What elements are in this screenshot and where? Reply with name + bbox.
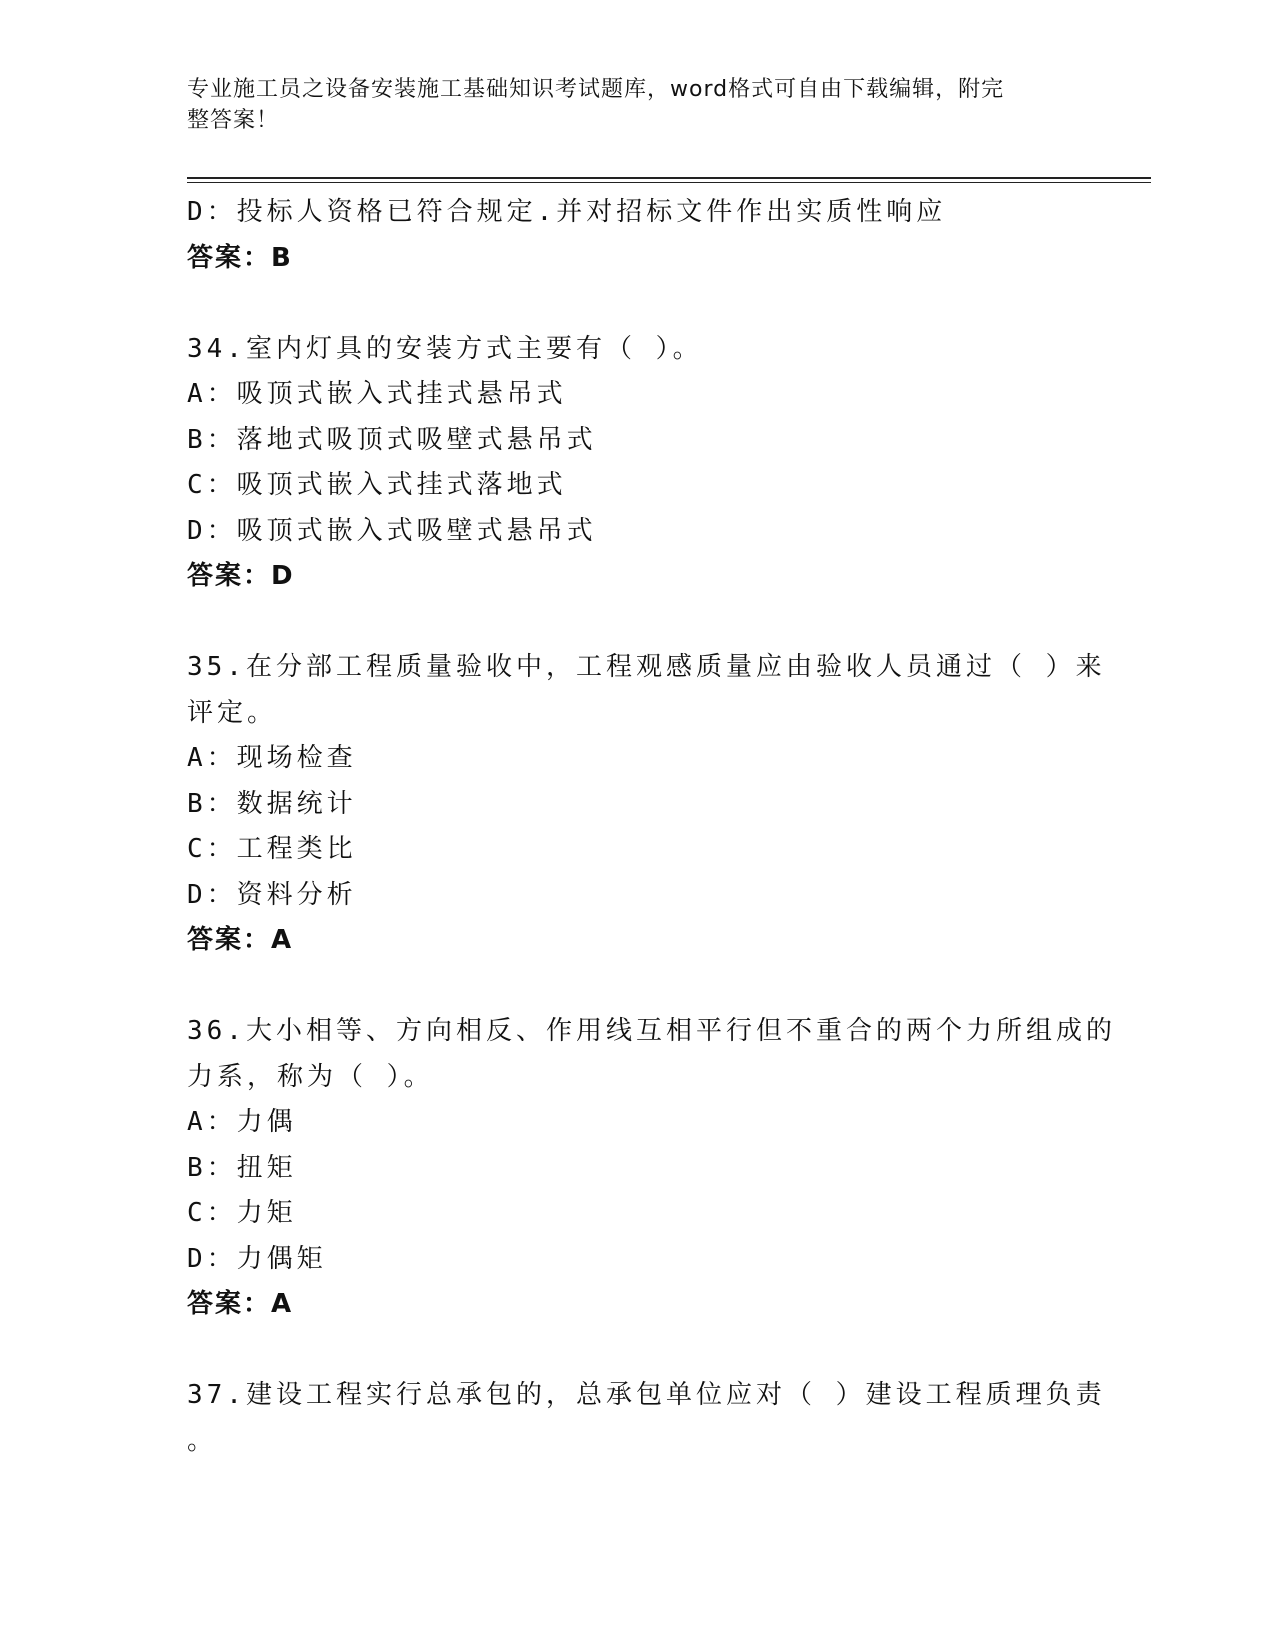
question-stem: 34.室内灯具的安装方式主要有（ ）。	[187, 333, 703, 364]
answer-line: 答案：A	[187, 1289, 294, 1319]
question-stem-continued: 力系，称为（ ）。	[187, 1061, 434, 1092]
header-divider-thin	[187, 182, 1151, 183]
option-d: D：资料分析	[187, 879, 357, 910]
header-divider-thick	[187, 177, 1151, 179]
option-c: C：力矩	[187, 1198, 297, 1228]
prev-question-option-d: D：投标人资格已符合规定.并对招标文件作出实质性响应	[187, 197, 947, 227]
header-line-2: 整答案！	[187, 108, 280, 133]
option-d: D：吸顶式嵌入式吸壁式悬吊式	[187, 515, 597, 546]
option-d: D：力偶矩	[187, 1243, 327, 1274]
option-c: C：吸顶式嵌入式挂式落地式	[187, 470, 567, 500]
option-a: A：力偶	[187, 1107, 297, 1137]
question-stem: 37.建设工程实行总承包的，总承包单位应对（ ）建设工程质理负责	[187, 1380, 1106, 1410]
question-stem: 35.在分部工程质量验收中，工程观感质量应由验收人员通过（ ）来	[187, 652, 1106, 682]
question-stem-continued: 。	[187, 1425, 218, 1456]
question-35	[187, 645, 1106, 964]
question-stem-continued: 评定。	[187, 697, 278, 728]
answer-line: 答案：A	[187, 925, 294, 955]
question-spacer	[187, 1328, 1087, 1374]
option-a: A：吸顶式嵌入式挂式悬吊式	[187, 379, 567, 409]
question-spacer	[187, 281, 1087, 327]
question-list	[187, 190, 1116, 1464]
question-37	[187, 1373, 1106, 1464]
question-spacer	[187, 600, 1087, 646]
question-spacer	[187, 964, 1087, 1010]
option-c: C：工程类比	[187, 834, 357, 864]
answer-line: 答案：D	[187, 561, 295, 591]
question-36	[187, 1009, 1116, 1328]
option-b: B：数据统计	[187, 788, 357, 819]
prev-question-answer: 答案：B	[187, 242, 293, 273]
option-a: A：现场检查	[187, 743, 357, 773]
document-header	[187, 74, 1067, 136]
question-stem: 36.大小相等、方向相反、作用线互相平行但不重合的两个力所组成的	[187, 1016, 1116, 1046]
question-34	[187, 327, 1087, 600]
option-b: B：落地式吸顶式吸壁式悬吊式	[187, 424, 597, 455]
option-b: B：扭矩	[187, 1152, 297, 1183]
header-line-1: 专业施工员之设备安装施工基础知识考试题库，word格式可自由下载编辑，附完	[187, 77, 1005, 102]
